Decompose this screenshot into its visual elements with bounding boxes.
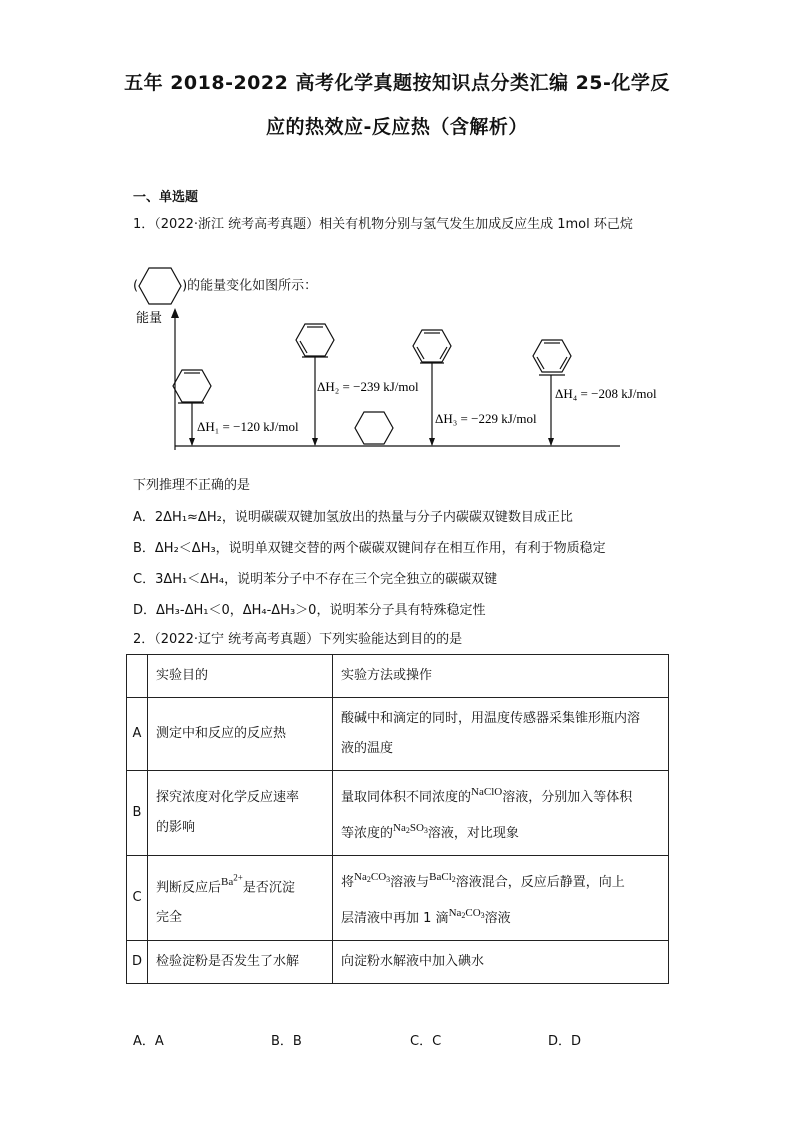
q2-answer-a: A．A <box>133 1034 164 1049</box>
q1-stem-line2: ( )的能量变化如图所示： <box>133 266 317 306</box>
row-label: A <box>127 698 148 771</box>
dh3-label: ΔH₃ = −229 kJ/mol <box>435 411 537 426</box>
table-header-label <box>127 655 148 698</box>
row-label: B <box>127 771 148 856</box>
row-purpose: 检验淀粉是否发生了水解 <box>148 941 333 984</box>
q1-prompt: 下列推理不正确的是 <box>133 478 251 493</box>
row-label: C <box>127 856 148 941</box>
cyclohexadiene-13-icon <box>296 324 334 356</box>
q2-answer-d: D．D <box>548 1034 582 1049</box>
table-row <box>127 941 669 984</box>
y-axis-arrow <box>171 308 179 318</box>
row-method: 向淀粉水解液中加入碘水 <box>333 941 669 984</box>
row-label: D <box>127 941 148 984</box>
energy-diagram <box>130 300 690 460</box>
q1-option-a: A．2ΔH₁≈ΔH₂，说明碳碳双键加氢放出的热量与分子内碳碳双键数目成正比 <box>133 510 573 525</box>
q1-option-d: D．ΔH₃-ΔH₁＜0，ΔH₄-ΔH₃＞0，说明苯分子具有特殊稳定性 <box>133 603 486 618</box>
benzene-icon <box>533 340 571 372</box>
dh4-label: ΔH₄ = −208 kJ/mol <box>555 386 657 401</box>
q2-answer-c: C．C <box>410 1034 442 1049</box>
table-header-method: 实验方法或操作 <box>333 655 669 698</box>
row-purpose: 测定中和反应的反应热 <box>148 698 333 771</box>
table-row <box>127 698 669 771</box>
row-method: 量取同体积不同浓度的$^{NaClO}$溶液，分别加入等体积 等浓度的$^{Na_2SO_3}$溶液，对比现象 <box>333 771 669 856</box>
row-method: 酸碱中和滴定的同时，用温度传感器采集锥形瓶内溶 液的温度 <box>333 698 669 771</box>
dh1-label: ΔH₁ = −120 kJ/mol <box>197 419 299 434</box>
cyclohexene-icon <box>173 368 211 402</box>
doc-title-line2: 应的热效应-反应热（含解析） <box>266 116 528 138</box>
cyclohexane-product-icon <box>355 412 393 444</box>
cyclohexadiene-13-alt-icon <box>413 330 451 362</box>
y-axis-label: 能量 <box>136 311 163 326</box>
row-purpose: 判断反应后$^{Ba^{2+}}$是否沉淀 完全 <box>148 856 333 941</box>
section-heading: 一、单选题 <box>133 190 199 205</box>
doc-title-line1: 五年 2018-2022 高考化学真题按知识点分类汇编 25-化学反 <box>124 72 670 94</box>
row-method: 将$^{Na_2CO_3}$溶液与$^{BaCl_2}$溶液混合，反应后静置，向上 层清液中再加 1 滴$^{Na_2CO_3}$溶液 <box>333 856 669 941</box>
table-header-row <box>127 655 669 698</box>
row-purpose: 探究浓度对化学反应速率 的影响 <box>148 771 333 856</box>
table-header-purpose: 实验目的 <box>148 655 333 698</box>
q1-stem-line1: 1．（2022·浙江 统考高考真题）相关有机物分别与氢气发生加成反应生成 1mol 环己烷 <box>133 217 633 232</box>
table-row <box>127 771 669 856</box>
dh2-label: ΔH₂ = −239 kJ/mol <box>317 379 419 394</box>
table-row <box>127 856 669 941</box>
barium-ion: Ba2+ <box>221 872 243 889</box>
q1-option-b: B．ΔH₂＜ΔH₃，说明单双键交替的两个碳碳双键间存在相互作用，有利于物质稳定 <box>133 541 606 556</box>
q1-option-c: C．3ΔH₁＜ΔH₄，说明苯分子中不存在三个完全独立的碳碳双键 <box>133 572 498 587</box>
q2-stem: 2．（2022·辽宁 统考高考真题）下列实验能达到目的的是 <box>133 632 463 647</box>
q2-answer-b: B．B <box>271 1034 302 1049</box>
q2-table <box>126 654 669 984</box>
